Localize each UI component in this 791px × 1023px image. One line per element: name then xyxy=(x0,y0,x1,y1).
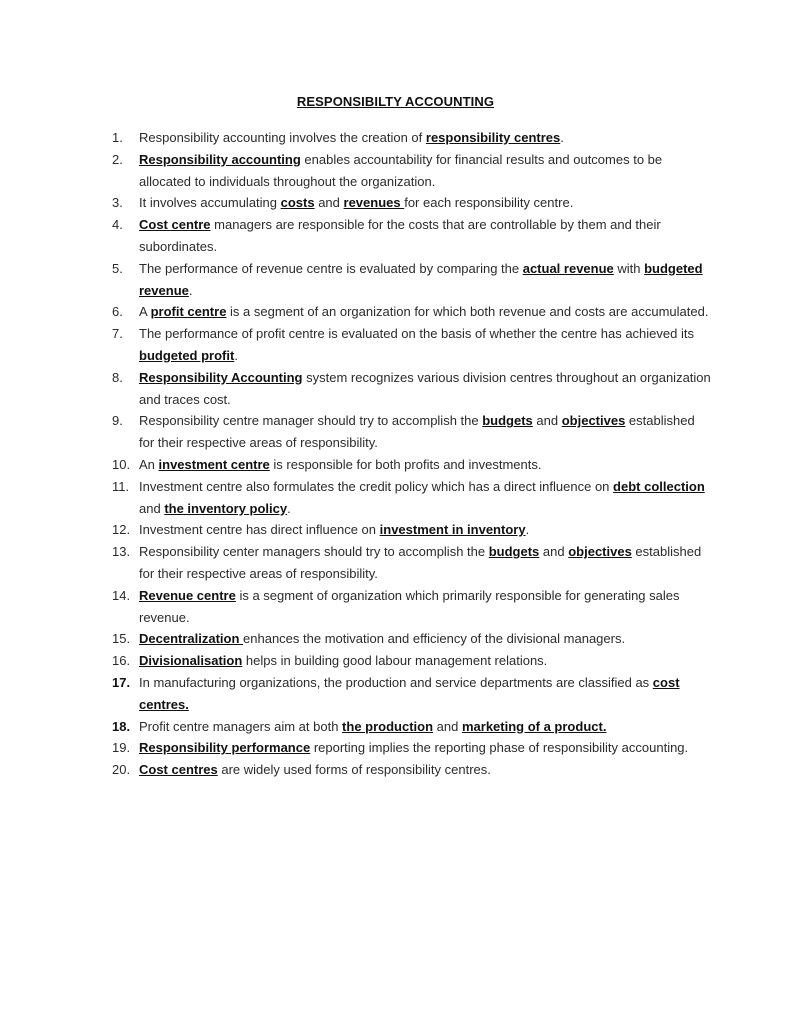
item-number: 3. xyxy=(112,195,123,211)
list-item xyxy=(112,301,712,323)
list-item xyxy=(112,519,712,541)
text-segment: are widely used forms of responsibility centres. xyxy=(217,762,491,778)
list-item xyxy=(112,149,712,193)
item-number: 9. xyxy=(112,413,123,429)
text-segment: A xyxy=(139,304,151,320)
item-number: 14. xyxy=(112,587,131,603)
key-term: profit centre xyxy=(150,304,227,320)
item-text xyxy=(139,588,680,625)
list-item xyxy=(112,192,712,214)
text-segment: Profit centre managers aim at both xyxy=(139,718,343,734)
item-number: 17. xyxy=(112,674,131,690)
item-number: 19. xyxy=(112,740,131,756)
key-term: budgets xyxy=(488,544,540,560)
item-number: 2. xyxy=(112,151,123,167)
item-text xyxy=(139,326,694,363)
text-segment: and xyxy=(139,500,165,516)
text-segment: . xyxy=(287,500,291,516)
text-segment: and xyxy=(539,544,569,560)
text-segment: In manufacturing organizations, the production and service departments are classified as xyxy=(139,674,653,690)
text-segment: Responsibility center managers should try to accomplish the xyxy=(139,544,489,560)
text-segment: Investment centre also formulates the credit policy which has a direct influence on xyxy=(139,478,614,494)
key-term: investment in inventory xyxy=(379,522,526,538)
item-text xyxy=(139,130,564,145)
key-term: responsibility centres xyxy=(425,130,561,145)
item-text xyxy=(139,544,701,581)
key-term: costs xyxy=(280,195,315,211)
key-term: objectives xyxy=(568,544,632,560)
text-segment: reporting implies the reporting phase of responsibility accounting. xyxy=(310,740,689,756)
key-term: Responsibility accounting xyxy=(139,151,301,167)
text-segment: managers are responsible for the costs that are controllable by them and their subordinates. xyxy=(139,217,661,254)
item-text xyxy=(139,675,680,712)
item-number: 7. xyxy=(112,326,123,342)
text-segment: is a segment of organization which primarily responsible for generating sales revenue. xyxy=(139,587,680,625)
key-term: objectives xyxy=(561,413,626,429)
text-segment: helps in building good labour management relations. xyxy=(242,653,548,669)
item-number: 10. xyxy=(112,456,131,472)
text-segment: and xyxy=(433,718,462,734)
item-text xyxy=(139,413,695,450)
key-term: debt collection xyxy=(613,478,705,494)
list-item xyxy=(112,214,712,258)
key-term: Responsibility Accounting xyxy=(139,369,303,385)
text-segment: and xyxy=(314,195,344,211)
text-segment: enables accountability for financial results and outcomes to be allocated to individuals throughout the organization. xyxy=(139,151,663,189)
list-item xyxy=(112,258,712,302)
text-segment: . xyxy=(525,522,530,538)
key-term: Responsibility performance xyxy=(139,740,311,756)
text-segment: Responsibility accounting involves the creation of xyxy=(139,130,426,145)
list-item xyxy=(112,454,712,476)
item-text xyxy=(139,261,703,298)
item-text xyxy=(139,152,662,189)
list-item xyxy=(112,650,712,672)
item-text xyxy=(139,304,708,319)
list-item xyxy=(112,737,712,759)
item-text xyxy=(139,457,541,472)
item-text xyxy=(139,522,529,537)
item-number: 13. xyxy=(112,544,131,560)
list-item xyxy=(112,367,712,411)
key-term: actual revenue xyxy=(522,260,614,276)
item-text xyxy=(139,762,491,777)
item-number: 5. xyxy=(112,260,123,276)
key-term: budgets xyxy=(482,413,533,429)
item-number: 1. xyxy=(112,130,123,145)
text-segment: . xyxy=(188,282,193,298)
item-text xyxy=(139,195,573,210)
item-text xyxy=(139,217,661,254)
document-title: RESPONSIBILTY ACCOUNTING xyxy=(296,94,495,109)
list-item xyxy=(112,716,712,738)
text-segment: . xyxy=(234,347,238,363)
key-term: revenues xyxy=(343,195,405,211)
list-item xyxy=(112,672,712,716)
item-number: 12. xyxy=(112,522,131,538)
list-item xyxy=(112,323,712,367)
text-segment: enhances the motivation and efficiency of the divisional managers. xyxy=(243,631,626,647)
text-segment: and xyxy=(532,413,562,429)
list-item xyxy=(112,585,712,629)
key-term: cost centres. xyxy=(139,674,680,712)
item-text xyxy=(139,719,606,734)
text-segment: . xyxy=(560,130,564,145)
text-segment: An xyxy=(139,456,159,472)
key-term: the production xyxy=(342,718,434,734)
item-number: 15. xyxy=(112,631,131,647)
text-segment: The performance of profit centre is evaluated on the basis of whether the centre has achieved its xyxy=(139,326,694,342)
list-item xyxy=(112,541,712,585)
list-item xyxy=(112,410,712,454)
key-term: marketing of a product. xyxy=(461,718,607,734)
list-item xyxy=(112,628,712,650)
text-segment: It involves accumulating xyxy=(139,195,281,211)
item-number: 8. xyxy=(112,369,123,385)
text-segment: system recognizes various division centres throughout an organization and traces cost. xyxy=(139,369,711,407)
item-number: 16. xyxy=(112,653,131,669)
list-item xyxy=(112,127,712,149)
key-term: the inventory policy xyxy=(164,500,288,516)
item-text xyxy=(139,653,547,668)
item-number: 11. xyxy=(112,478,130,494)
item-number: 20. xyxy=(112,762,131,778)
text-segment: established for their respective areas of responsibility. xyxy=(139,544,702,581)
item-number: 18. xyxy=(112,718,131,734)
item-text xyxy=(139,740,688,755)
numbered-list xyxy=(112,127,712,781)
key-term: budgeted revenue xyxy=(139,260,703,298)
text-segment: The performance of revenue centre is evaluated by comparing the xyxy=(139,260,523,276)
item-text xyxy=(139,370,711,407)
text-segment: established for their respective areas of responsibility. xyxy=(139,413,695,451)
text-segment: with xyxy=(613,260,645,276)
key-term: Divisionalisation xyxy=(139,653,243,669)
item-number: 4. xyxy=(112,217,123,233)
key-term: budgeted profit xyxy=(139,347,235,363)
item-text xyxy=(139,631,625,646)
item-number: 6. xyxy=(112,304,123,320)
text-segment: is a segment of an organization for which both revenue and costs are accumulated. xyxy=(226,304,709,320)
list-item xyxy=(112,476,712,520)
key-term: Decentralization xyxy=(139,631,244,647)
key-term: Cost centre xyxy=(139,217,211,233)
item-text xyxy=(139,479,705,516)
text-segment: is responsible for both profits and investments. xyxy=(269,456,542,472)
list-item xyxy=(112,759,712,781)
key-term: Revenue centre xyxy=(139,587,236,603)
key-term: Cost centres xyxy=(139,762,218,778)
text-segment: Investment centre has direct influence on xyxy=(139,522,380,538)
key-term: investment centre xyxy=(158,456,270,472)
text-segment: Responsibility centre manager should try to accomplish the xyxy=(139,413,483,429)
text-segment: for each responsibility centre. xyxy=(404,195,574,211)
